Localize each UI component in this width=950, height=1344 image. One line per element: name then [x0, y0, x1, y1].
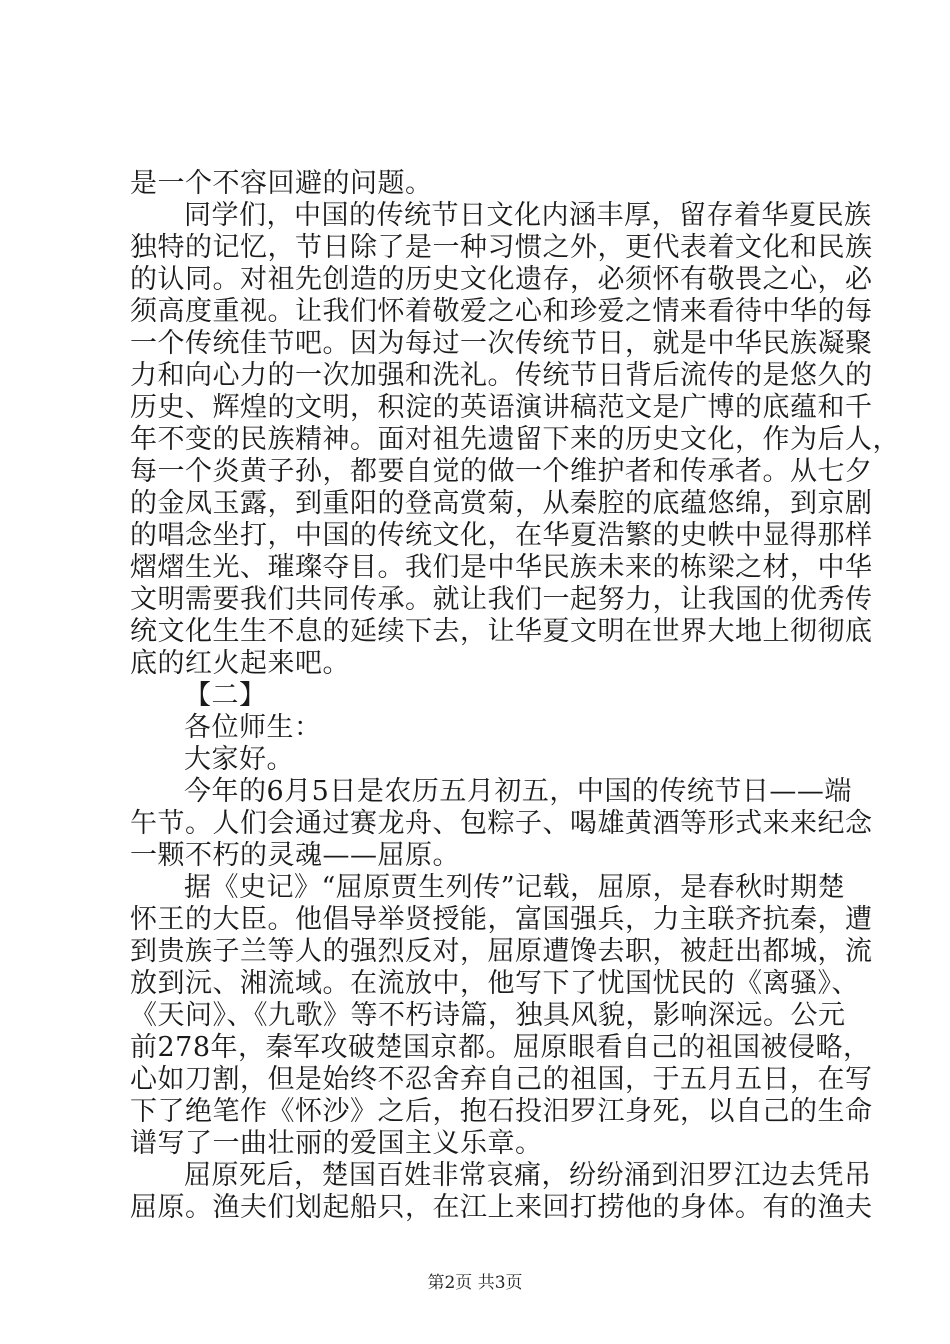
text-line: 每一个炎黄子孙，都要自觉的做一个维护者和传承者。从七夕	[130, 456, 873, 487]
text-line: 力和向心力的一次加强和洗礼。传统节日背后流传的是悠久的	[130, 360, 873, 391]
text-line: 各位师生：	[184, 712, 322, 743]
text-line: 心如刀割，但是始终不忍舍弃自己的祖国，于五月五日，在写	[130, 1064, 873, 1095]
text-line: 年不变的民族精神。面对祖先遗留下来的历史文化，作为后人，	[130, 424, 900, 455]
text-line: 的认同。对祖先创造的历史文化遗存，必须怀有敬畏之心，必	[130, 264, 873, 295]
text-line: 文明需要我们共同传承。就让我们一起努力，让我国的优秀传	[130, 584, 873, 615]
page-footer: 第2页 共3页	[427, 1273, 523, 1293]
text-line: 须高度重视。让我们怀着敬爱之心和珍爱之情来看待中华的每	[130, 296, 873, 327]
text-line: 到贵族子兰等人的强烈反对，屈原遭馋去职，被赶出都城，流	[130, 936, 873, 967]
text-line: 一个传统佳节吧。因为每过一次传统节日，就是中华民族凝聚	[130, 328, 873, 359]
text-line: 今年的6月5日是农历五月初五，中国的传统节日——端	[184, 776, 852, 807]
text-line: 【二】	[184, 680, 267, 711]
text-line: 底的红火起来吧。	[130, 648, 350, 679]
text-line: 据《史记》“屈原贾生列传”记载，屈原，是春秋时期楚	[184, 872, 846, 903]
text-line: 屈原。渔夫们划起船只，在江上来回打捞他的身体。有的渔夫	[130, 1192, 873, 1223]
text-line: 下了绝笔作《怀沙》之后，抱石投汨罗江身死，以自己的生命	[130, 1096, 873, 1127]
text-line: 独特的记忆，节日除了是一种习惯之外，更代表着文化和民族	[130, 232, 873, 263]
text-line: 统文化生生不息的延续下去，让华夏文明在世界大地上彻彻底	[130, 616, 873, 647]
text-line: 怀王的大臣。他倡导举贤授能，富国强兵，力主联齐抗秦，遭	[130, 904, 873, 935]
text-line: 是一个不容回避的问题。	[130, 168, 433, 199]
text-line: 的唱念坐打，中国的传统文化，在华夏浩繁的史帙中显得那样	[130, 520, 873, 551]
document-body	[130, 168, 900, 1224]
text-line: 《天问》、《九歌》等不朽诗篇，独具风貌，影响深远。公元	[130, 1000, 846, 1031]
text-line: 放到沅、湘流域。在流放中，他写下了忧国忧民的《离骚》、	[130, 968, 859, 999]
text-line: 大家好。	[184, 744, 294, 775]
text-line: 熠熠生光、璀璨夺目。我们是中华民族未来的栋梁之材，中华	[130, 552, 873, 583]
text-line: 午节。人们会通过赛龙舟、包粽子、喝雄黄酒等形式来来纪念	[130, 808, 873, 839]
text-line: 前278年，秦军攻破楚国京都。屈原眼看自己的祖国被侵略，	[130, 1032, 871, 1063]
text-line: 一颗不朽的灵魂——屈原。	[130, 840, 460, 871]
text-line: 屈原死后，楚国百姓非常哀痛，纷纷涌到汨罗江边去凭吊	[184, 1160, 872, 1191]
text-line: 谱写了一曲壮丽的爱国主义乐章。	[130, 1128, 543, 1159]
text-line: 的金凤玉露，到重阳的登高赏菊，从秦腔的底蕴悠绵，到京剧	[130, 488, 873, 519]
text-line: 历史、辉煌的文明，积淀的英语演讲稿范文是广博的底蕴和千	[130, 392, 873, 423]
text-line: 同学们，中国的传统节日文化内涵丰厚，留存着华夏民族	[184, 200, 872, 231]
